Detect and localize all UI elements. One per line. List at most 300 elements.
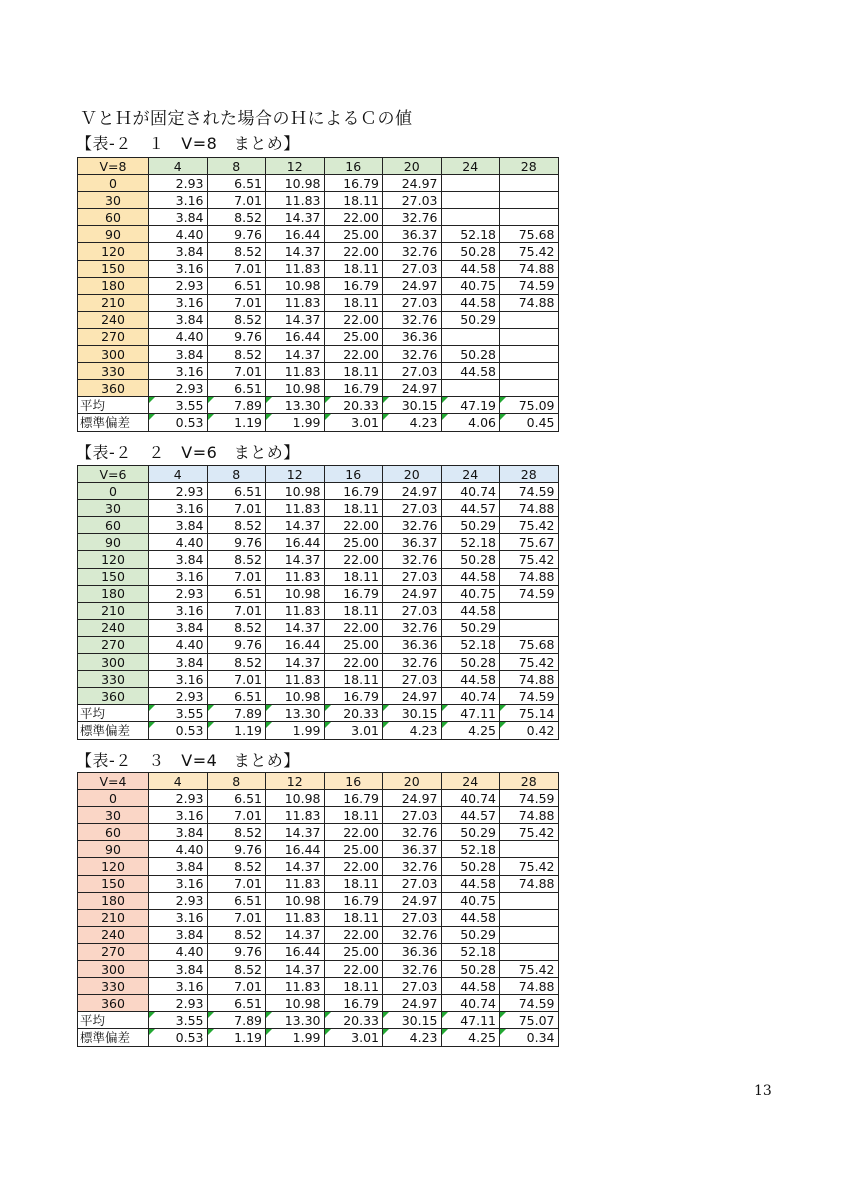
value-cell: 3.84 [149,346,208,363]
mean-label: 平均 [78,705,149,722]
row-label: 120 [78,243,149,260]
column-header: 28 [500,466,559,483]
value-cell: 3.84 [149,824,208,841]
value-cell: 10.98 [266,892,325,909]
table-row [78,807,559,824]
row-label: 0 [78,790,149,807]
value-cell: 6.51 [207,380,266,397]
mean-label: 平均 [78,397,149,414]
value-cell: 3.16 [149,260,208,277]
row-label: 60 [78,517,149,534]
row-label: 330 [78,363,149,380]
value-cell [441,380,500,397]
value-cell: 22.00 [324,243,383,260]
value-cell [500,892,559,909]
value-cell: 6.51 [207,790,266,807]
value-cell: 3.16 [149,909,208,926]
value-cell: 11.83 [266,260,325,277]
column-header: 20 [383,158,442,175]
value-cell: 7.01 [207,909,266,926]
value-cell: 10.98 [266,995,325,1012]
value-cell: 22.00 [324,858,383,875]
mean-cell: 47.19 [441,397,500,414]
value-cell: 8.52 [207,209,266,226]
value-cell: 11.83 [266,875,325,892]
value-cell: 18.11 [324,875,383,892]
value-cell: 25.00 [324,534,383,551]
value-cell: 36.36 [383,636,442,653]
column-header: 20 [383,466,442,483]
value-cell: 25.00 [324,943,383,960]
value-cell: 8.52 [207,824,266,841]
value-cell: 2.93 [149,995,208,1012]
value-cell: 44.57 [441,807,500,824]
value-cell [441,175,500,192]
value-cell: 16.44 [266,534,325,551]
value-cell: 10.98 [266,688,325,705]
stdev-cell: 0.53 [149,414,208,431]
table-row [78,636,559,653]
value-cell [500,602,559,619]
row-label: 90 [78,226,149,243]
row-label: 150 [78,260,149,277]
value-cell [500,175,559,192]
value-cell: 8.52 [207,654,266,671]
value-cell: 14.37 [266,346,325,363]
value-cell: 22.00 [324,824,383,841]
table-row [78,277,559,294]
value-cell: 32.76 [383,517,442,534]
table-1-caption: 【表-２ １ V=8 まとめ】 [76,134,300,153]
value-cell: 16.44 [266,636,325,653]
mean-row [78,705,559,722]
value-cell: 2.93 [149,790,208,807]
value-cell: 14.37 [266,551,325,568]
value-cell: 3.16 [149,500,208,517]
table-row [78,841,559,858]
value-cell: 3.16 [149,875,208,892]
table-row [78,226,559,243]
table-row [78,260,559,277]
value-cell: 22.00 [324,311,383,328]
value-cell: 9.76 [207,943,266,960]
value-cell: 7.01 [207,978,266,995]
value-cell [441,192,500,209]
value-cell: 9.76 [207,841,266,858]
value-cell: 74.59 [500,483,559,500]
row-label: 270 [78,636,149,653]
row-label: 30 [78,807,149,824]
stdev-cell: 1.19 [207,414,266,431]
row-label: 90 [78,841,149,858]
column-header: 28 [500,773,559,790]
value-cell: 18.11 [324,192,383,209]
value-cell: 24.97 [383,995,442,1012]
value-cell: 3.84 [149,961,208,978]
table-row [78,619,559,636]
column-header: 20 [383,773,442,790]
value-cell: 24.97 [383,790,442,807]
value-cell [500,380,559,397]
value-cell: 24.97 [383,380,442,397]
row-label: 300 [78,961,149,978]
value-cell: 7.01 [207,875,266,892]
value-cell: 4.40 [149,226,208,243]
value-cell: 11.83 [266,363,325,380]
value-cell: 40.74 [441,790,500,807]
table-row [78,926,559,943]
row-label: 30 [78,192,149,209]
value-cell: 14.37 [266,517,325,534]
value-cell: 6.51 [207,585,266,602]
column-header: 16 [324,773,383,790]
value-cell: 32.76 [383,858,442,875]
mean-cell: 47.11 [441,1012,500,1029]
value-cell: 32.76 [383,926,442,943]
row-label: 330 [78,671,149,688]
value-cell: 3.16 [149,602,208,619]
table-3 [77,772,559,1047]
value-cell: 22.00 [324,346,383,363]
column-header: 12 [266,466,325,483]
value-cell: 11.83 [266,602,325,619]
value-cell [500,328,559,345]
table-row [78,294,559,311]
row-label: 240 [78,619,149,636]
column-header: 8 [207,466,266,483]
stdev-cell: 4.06 [441,414,500,431]
mean-cell: 20.33 [324,397,383,414]
value-cell: 16.79 [324,175,383,192]
value-cell: 3.16 [149,568,208,585]
value-cell: 8.52 [207,517,266,534]
value-cell: 40.75 [441,585,500,602]
value-cell: 14.37 [266,824,325,841]
value-cell: 3.16 [149,192,208,209]
stdev-cell: 0.53 [149,1029,208,1046]
value-cell: 22.00 [324,517,383,534]
value-cell: 50.28 [441,654,500,671]
value-cell: 27.03 [383,807,442,824]
value-cell: 10.98 [266,175,325,192]
value-cell: 25.00 [324,841,383,858]
value-cell: 7.01 [207,363,266,380]
value-cell: 75.42 [500,243,559,260]
column-header: 12 [266,773,325,790]
header-row [78,158,559,175]
mean-cell: 75.07 [500,1012,559,1029]
table-row [78,790,559,807]
value-cell: 18.11 [324,500,383,517]
stdev-label: 標準偏差 [78,1029,149,1046]
value-cell: 3.16 [149,671,208,688]
row-label: 300 [78,346,149,363]
row-label: 150 [78,568,149,585]
value-cell: 74.59 [500,688,559,705]
value-cell: 50.28 [441,346,500,363]
value-cell: 10.98 [266,585,325,602]
table-row [78,534,559,551]
value-cell: 11.83 [266,807,325,824]
header-row [78,773,559,790]
value-cell: 18.11 [324,568,383,585]
value-cell: 44.58 [441,978,500,995]
value-cell: 25.00 [324,636,383,653]
value-cell: 18.11 [324,294,383,311]
value-cell [441,328,500,345]
stdev-row [78,414,559,431]
value-cell: 75.42 [500,551,559,568]
value-cell: 18.11 [324,909,383,926]
value-cell: 11.83 [266,568,325,585]
table-row [78,978,559,995]
mean-cell: 30.15 [383,397,442,414]
mean-row [78,1012,559,1029]
mean-row [78,397,559,414]
table-row [78,192,559,209]
value-cell [500,943,559,960]
column-header: 24 [441,773,500,790]
value-cell: 75.68 [500,226,559,243]
value-cell: 11.83 [266,192,325,209]
value-cell: 36.36 [383,328,442,345]
value-cell: 27.03 [383,500,442,517]
table-row [78,892,559,909]
value-cell: 16.44 [266,841,325,858]
column-header: 4 [149,466,208,483]
row-label: 120 [78,551,149,568]
value-cell: 44.58 [441,294,500,311]
value-cell: 2.93 [149,892,208,909]
value-cell: 24.97 [383,175,442,192]
value-cell: 8.52 [207,926,266,943]
value-cell: 3.16 [149,807,208,824]
corner-header: V=6 [78,466,149,483]
value-cell: 32.76 [383,209,442,226]
value-cell: 27.03 [383,568,442,585]
value-cell: 3.84 [149,551,208,568]
value-cell: 25.00 [324,226,383,243]
stdev-cell: 0.53 [149,722,208,739]
value-cell: 27.03 [383,294,442,311]
table-3-caption: 【表-２ ３ V=4 まとめ】 [76,751,300,770]
mean-cell: 3.55 [149,397,208,414]
value-cell: 22.00 [324,619,383,636]
stdev-cell: 3.01 [324,414,383,431]
stdev-cell: 1.99 [266,414,325,431]
value-cell: 40.75 [441,892,500,909]
row-label: 360 [78,688,149,705]
stdev-label: 標準偏差 [78,722,149,739]
row-label: 0 [78,175,149,192]
corner-header: V=4 [78,773,149,790]
value-cell: 18.11 [324,671,383,688]
value-cell: 8.52 [207,243,266,260]
value-cell: 16.44 [266,328,325,345]
value-cell: 18.11 [324,602,383,619]
value-cell: 7.01 [207,500,266,517]
value-cell: 3.84 [149,619,208,636]
value-cell: 27.03 [383,671,442,688]
stdev-cell: 3.01 [324,722,383,739]
value-cell: 10.98 [266,790,325,807]
value-cell: 74.88 [500,500,559,517]
mean-cell: 13.30 [266,1012,325,1029]
value-cell: 74.59 [500,585,559,602]
value-cell: 52.18 [441,534,500,551]
value-cell: 18.11 [324,978,383,995]
value-cell: 32.76 [383,311,442,328]
value-cell: 6.51 [207,175,266,192]
value-cell: 50.28 [441,551,500,568]
value-cell: 3.84 [149,654,208,671]
mean-cell: 75.09 [500,397,559,414]
value-cell: 24.97 [383,585,442,602]
table-row [78,568,559,585]
value-cell: 4.40 [149,841,208,858]
value-cell: 50.28 [441,858,500,875]
table-row [78,875,559,892]
stdev-cell: 3.01 [324,1029,383,1046]
value-cell [500,909,559,926]
value-cell: 2.93 [149,380,208,397]
row-label: 180 [78,277,149,294]
value-cell: 3.84 [149,517,208,534]
row-label: 60 [78,209,149,226]
page-title: ＶとＨが固定された場合のＨによるＣの値 [80,109,413,129]
value-cell: 4.40 [149,943,208,960]
value-cell: 16.44 [266,226,325,243]
value-cell: 22.00 [324,551,383,568]
value-cell: 10.98 [266,483,325,500]
value-cell: 7.01 [207,807,266,824]
table-row [78,380,559,397]
column-header: 24 [441,466,500,483]
table-row [78,551,559,568]
row-label: 300 [78,654,149,671]
value-cell: 6.51 [207,483,266,500]
value-cell: 7.01 [207,294,266,311]
value-cell: 74.88 [500,978,559,995]
value-cell: 2.93 [149,277,208,294]
value-cell: 2.93 [149,688,208,705]
value-cell: 32.76 [383,243,442,260]
value-cell: 4.40 [149,328,208,345]
value-cell: 6.51 [207,688,266,705]
value-cell: 22.00 [324,961,383,978]
value-cell: 27.03 [383,978,442,995]
value-cell: 40.75 [441,277,500,294]
mean-label: 平均 [78,1012,149,1029]
value-cell: 75.42 [500,654,559,671]
value-cell [500,209,559,226]
mean-cell: 75.14 [500,705,559,722]
value-cell: 16.79 [324,585,383,602]
value-cell: 36.36 [383,943,442,960]
stdev-cell: 1.99 [266,1029,325,1046]
corner-header: V=8 [78,158,149,175]
stdev-label: 標準偏差 [78,414,149,431]
value-cell: 3.16 [149,978,208,995]
value-cell: 2.93 [149,483,208,500]
row-label: 240 [78,311,149,328]
table-row [78,671,559,688]
stdev-cell: 4.23 [383,414,442,431]
row-label: 270 [78,943,149,960]
table-row [78,995,559,1012]
table-row [78,909,559,926]
table-row [78,311,559,328]
value-cell: 3.16 [149,294,208,311]
value-cell: 14.37 [266,619,325,636]
value-cell: 3.16 [149,363,208,380]
table-row [78,943,559,960]
value-cell: 7.01 [207,671,266,688]
value-cell: 14.37 [266,243,325,260]
value-cell: 16.79 [324,995,383,1012]
value-cell: 36.37 [383,226,442,243]
value-cell [500,841,559,858]
value-cell: 32.76 [383,824,442,841]
column-header: 12 [266,158,325,175]
stdev-cell: 4.23 [383,722,442,739]
value-cell: 18.11 [324,260,383,277]
value-cell: 75.42 [500,517,559,534]
stdev-row [78,1029,559,1046]
value-cell: 16.79 [324,380,383,397]
mean-cell: 13.30 [266,397,325,414]
stdev-cell: 0.34 [500,1029,559,1046]
value-cell: 75.67 [500,534,559,551]
value-cell: 44.58 [441,568,500,585]
value-cell [500,311,559,328]
value-cell: 14.37 [266,926,325,943]
value-cell: 11.83 [266,978,325,995]
value-cell: 16.79 [324,483,383,500]
value-cell: 74.59 [500,277,559,294]
value-cell: 50.28 [441,961,500,978]
table-row [78,346,559,363]
column-header: 16 [324,158,383,175]
row-label: 210 [78,602,149,619]
value-cell: 9.76 [207,226,266,243]
value-cell: 32.76 [383,551,442,568]
value-cell: 74.88 [500,294,559,311]
value-cell: 10.98 [266,277,325,294]
value-cell: 8.52 [207,346,266,363]
row-label: 120 [78,858,149,875]
value-cell: 27.03 [383,260,442,277]
table-row [78,602,559,619]
value-cell: 44.58 [441,363,500,380]
value-cell: 32.76 [383,961,442,978]
column-header: 16 [324,466,383,483]
value-cell: 7.01 [207,602,266,619]
value-cell: 10.98 [266,380,325,397]
value-cell: 52.18 [441,943,500,960]
value-cell: 27.03 [383,363,442,380]
column-header: 4 [149,773,208,790]
value-cell: 32.76 [383,619,442,636]
stdev-cell: 0.42 [500,722,559,739]
value-cell: 75.42 [500,858,559,875]
row-label: 180 [78,892,149,909]
value-cell: 74.59 [500,995,559,1012]
value-cell: 6.51 [207,277,266,294]
value-cell: 74.88 [500,671,559,688]
table-row [78,585,559,602]
value-cell [500,926,559,943]
